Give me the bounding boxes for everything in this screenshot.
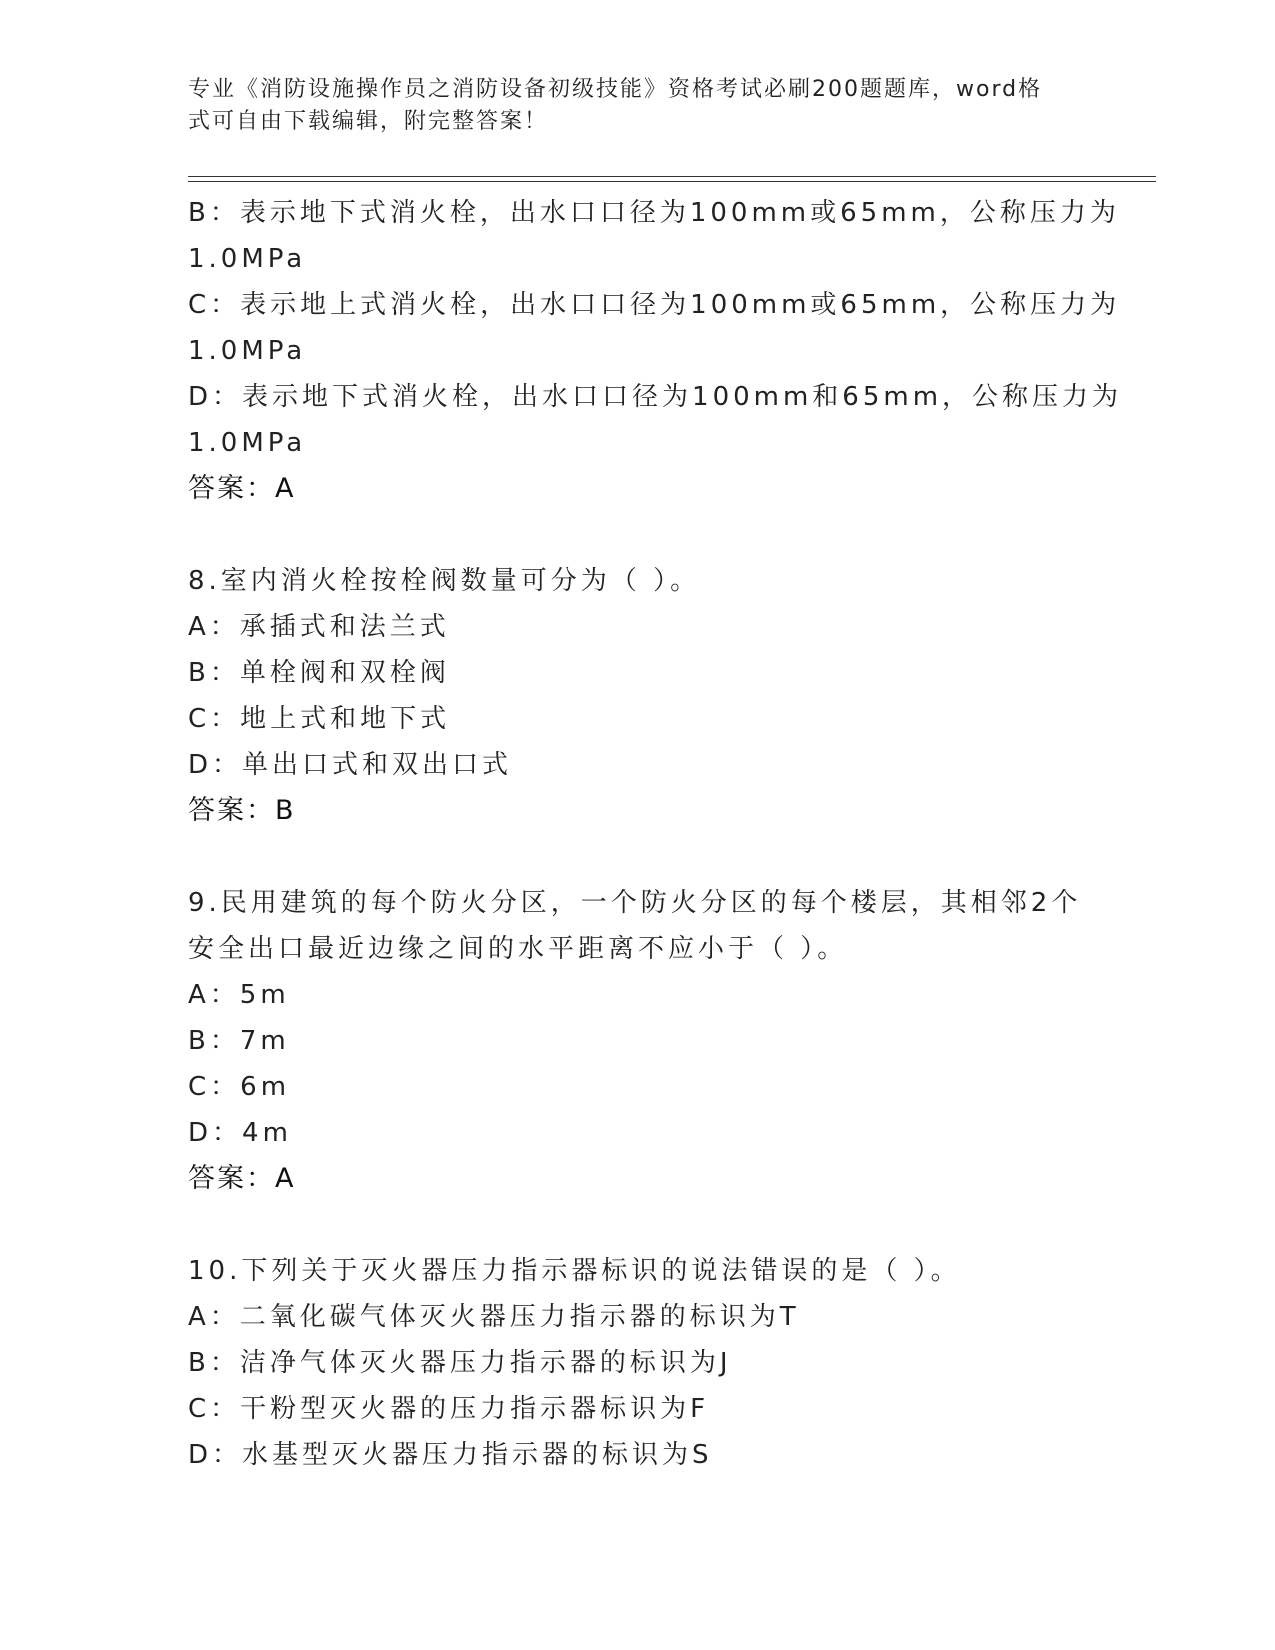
header-divider-bottom [188,181,1156,182]
option-b-line-1: B：表示地下式消火栓，出水口口径为100mm或65mm，公称压力为 [188,198,1120,228]
question-8 [188,558,1088,834]
header-line-2: 式可自由下载编辑，附完整答案！ [188,109,549,134]
option-d-line-1: D：表示地下式消火栓，出水口口径为100mm和65mm，公称压力为 [188,382,1123,412]
question-content [188,190,1123,1478]
answer-line: 答案：A [188,1163,296,1194]
question-9 [188,880,1088,1202]
option-b: B：7m [188,1026,290,1056]
header-divider-top [188,176,1156,177]
spacer [188,834,1088,880]
option-d: D：单出口式和双出口式 [188,750,513,780]
document-header [188,74,1068,138]
option-c: C：干粉型灭火器的压力指示器标识为F [188,1394,710,1424]
option-d: D：水基型灭火器压力指示器的标识为S [188,1440,713,1470]
spacer [188,1202,1088,1248]
option-c-line-1: C：表示地上式消火栓，出水口口径为100mm或65mm，公称压力为 [188,290,1121,320]
question-7-continued [188,190,1123,512]
option-d-line-2: 1.0MPa [188,428,307,458]
option-b-line-2: 1.0MPa [188,244,307,274]
question-text: 10.下列关于灭火器压力指示器标识的说法错误的是（ ）。 [188,1256,961,1286]
header-line-1: 专业《消防设施操作员之消防设备初级技能》资格考试必刷200题题库，word格 [188,77,1043,102]
option-a: A：5m [188,980,290,1010]
option-c-line-2: 1.0MPa [188,336,307,366]
option-a: A：二氧化碳气体灭火器压力指示器的标识为T [188,1302,800,1332]
option-c: C：6m [188,1072,291,1102]
option-c: C：地上式和地下式 [188,704,451,734]
spacer [188,512,1088,558]
answer-line: 答案：B [188,795,296,826]
option-a: A：承插式和法兰式 [188,612,450,642]
option-b: B：洁净气体灭火器压力指示器的标识为J [188,1348,732,1378]
option-b: B：单栓阀和双栓阀 [188,658,450,688]
question-10 [188,1248,1088,1478]
answer-line: 答案：A [188,473,296,504]
question-text-line-2: 安全出口最近边缘之间的水平距离不应小于（ ）。 [188,934,848,964]
question-text-line-1: 9.民用建筑的每个防火分区，一个防火分区的每个楼层，其相邻2个 [188,888,1082,918]
option-d: D：4m [188,1118,292,1148]
question-text: 8.室内消火栓按栓阀数量可分为（ ）。 [188,566,701,596]
